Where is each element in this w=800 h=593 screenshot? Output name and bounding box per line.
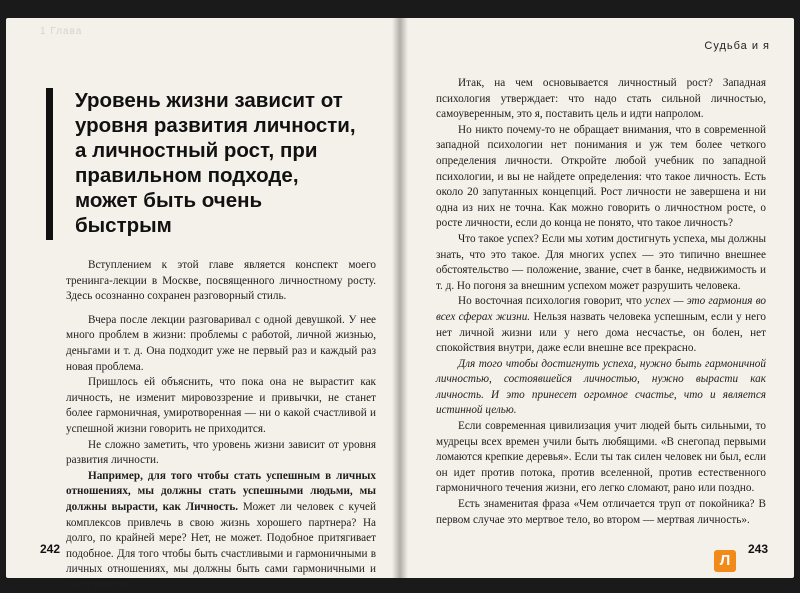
paragraph: Вчера после лекции разговаривал с одной девушкой. У нее много проблем в жизни: проблемы с работой, личной жизнью, деньгами и т. д. Она подходит уже не первый раз и каждый раз новая проблема.	[66, 313, 376, 373]
paragraph: Не сложно заметить, что уровень жизни зависит от уровня развития личности.	[66, 438, 376, 467]
paragraph: Что такое успех? Если мы хотим достигнуть успеха, мы должны знать, что это такое. Для многих успех — это типично внешнее обстоятельство — положение, звание, счет в банке, недвижимость и т. д. Но погоня за внешним успехом может разрушить человека.	[436, 232, 766, 292]
running-head-left: 1 Глава	[40, 26, 83, 37]
italic-phrase: успех — это гармония во всех сферах жизни.	[436, 295, 766, 323]
paragraph: Пришлось ей объяснить, что пока она не вырастит как личность, не изменит мировоззрение и привычки, не станет более гармоничная, умиротворенная — ни о какой счастливой и успешной жизни говорить не приходится.	[66, 376, 376, 435]
paragraph: Есть знаменитая фраза «Чем отличается труп от покойника? В первом случае это мертвое тело, во втором — мертвая личность».	[436, 498, 766, 526]
bold-sentence: Например, для того чтобы стать успешным в личных отношениях, мы должны стать успешными людьми, мы должны вырасти, как Личность.	[66, 469, 376, 513]
page-number-left: 242	[40, 542, 61, 556]
left-page	[6, 18, 400, 591]
book-gutter	[392, 18, 408, 578]
chapter-title: Уровень жизни зависит от уровня развития личности, а личностный рост, при правильном подходе, может быть очень быстрым	[75, 89, 356, 237]
left-body-text	[66, 258, 376, 593]
paragraph-start: Но восточная психология говорит, что	[458, 295, 646, 308]
publisher-logo-icon: Л	[714, 550, 736, 572]
running-head-right: Судьба и я	[704, 40, 770, 52]
page-number-right: 243	[747, 542, 768, 556]
right-page	[400, 18, 794, 578]
paragraph: Вступлением к этой главе является конспект моего тренинга-лекции в Москве, посвященного личностному росту. Здесь осознанно сохранен разговорный стиль.	[66, 259, 376, 303]
right-body-text	[436, 76, 766, 528]
paragraph: Итак, на чем основывается личностный рост? Западная психология утверждает: что надо стать сильной личностью, самоуверенным, это я, поставить цель и идти напролом.	[436, 77, 766, 121]
paragraph: Но никто почему-то не обращает внимания, что в современной западной психологии нет понимания и уж тем более четкого определения личности. Откройте любой учебник по западной психологии, и вы не найдете определения: что такое личность. Есть около 20 запутанных концепций. Рост личности не завершена и ни одна из них не точна. Как можно говорить о личностном росте, о росте личности, если до конца не понято, что такое личность?	[436, 123, 766, 230]
chapter-title-block	[46, 88, 356, 240]
paragraph-rest: Может ли человек с кучей комплексов привлечь в свою жизнь хорошего партнера? На долго, по крайней мере? Нет, не может. Подобное притягивает подобное. Для того чтобы быть счастливыми и гармоничными в личных отношениях, мы должны быть сами гармоничными и счастливыми.	[66, 500, 377, 591]
paragraph: Если современная цивилизация учит людей быть сильными, то мудрецы всех времен учили быть любящими. «В снегопад первыми ломаются крепкие деревья». Если ты так силен человек ни был, если он идет против потока, против вселенной, против естественного гармоничного течения жизни, его легко сломают, рано или поздно.	[436, 420, 766, 495]
paragraph	[66, 469, 376, 593]
paragraph-end: Нельзя назвать человека успешным, если у него нет личной жизни или у него дома несчастье, он болен, нет спокойствия внутри, даже если внешне все прекрасно.	[436, 310, 766, 355]
paragraph	[436, 294, 766, 356]
paragraph: Для того чтобы достигнуть успеха, нужно быть гармоничной личностью, состоявшейся личностью, нужно вырасти как личность. И это принесет огромное счастье, что и является истинной целью.	[436, 357, 766, 417]
